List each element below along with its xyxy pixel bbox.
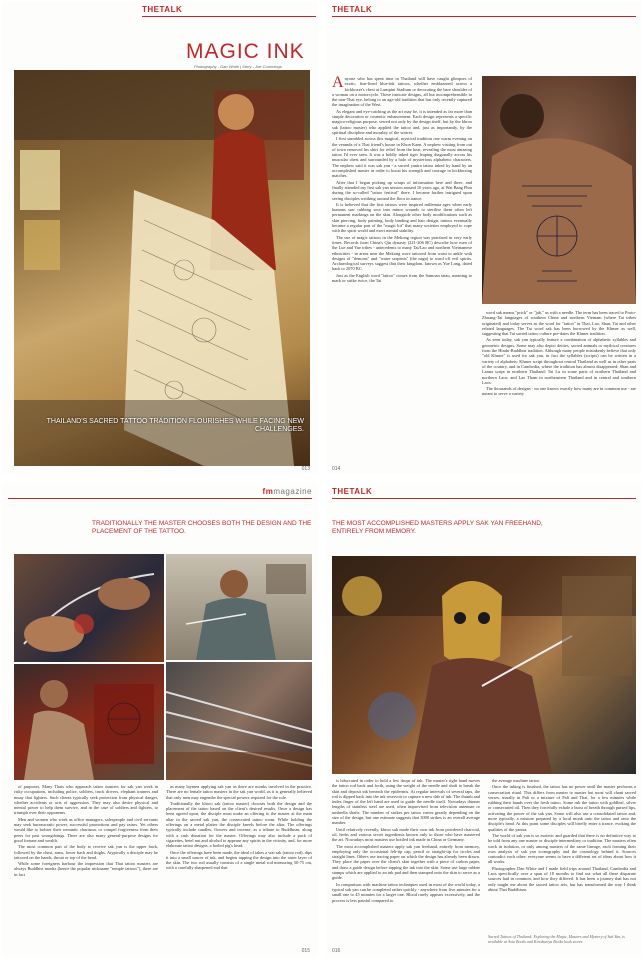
paragraph: Until relatively recently, khroo sak made their own ink from powdered charcoal, oil, herbs and various secret ingredients known only to those who have mastered the art. Nowadays most masters use bottled ink made in China or Germany. (332, 826, 480, 843)
tattoo-master-at-work-photo (166, 554, 312, 660)
paragraph: nyone who has spent time in Thailand will have caught glimpses of exotic, fine-lined blue-ink tattoos, whether emblazoned across a kickboxer's chest at Lumpini Stadium or decorating the bare shoulder of a woman on a motorcycle. These intricate designs, all but incomprehensible to the non-Thai eye, belong to an age-old tradition that has only recently captured the imagination of the West. (332, 76, 472, 108)
section-label: THETALK (332, 487, 373, 496)
page-013 (2, 2, 318, 474)
masked-master-illustration (332, 556, 636, 774)
paragraph: of purposes. Many Thais who approach tattoo masters for sak yan work in risky occupations, including police, soldiers, truck drivers, elephant trainers and muay thai fighters. Such clients typically seek protection from physical danger, whether accidents or acts of aggression. They may also desire physical and mental power to help them survive, and in the case of soldiers and fighters, to triumph over their opponents. (14, 784, 158, 816)
paragraph: as many laymen applying sak yan as there are monks involved in the practice. There are no female tattoo masters in the sak yan world, as it is generally believed that only men may engender the special powers required for the role. (166, 784, 312, 800)
paragraph: Just as the English word "tattoo" comes from the Samoan tatau, meaning to mark or strike twice, the Tai (332, 272, 472, 283)
monk-tattoo-photo (14, 70, 310, 466)
monk-scroll-illustration (14, 70, 310, 466)
article-column-2 (482, 310, 636, 470)
section-header (332, 5, 372, 14)
paragraph: word sak means "prick" or "jab," as with a needle. The term has been traced to Proto-Zhuang-Tai languages of southern China and northern Vietnam (where Tai tribes originated) and today serves as the word for "tattoo" in Thai, Lao, Shan, Tai and other related languages. The Tai word sak has been borrowed by the Khmer as well, suggesting that Tai sacred tattoo culture pre-dates the Khmer tradition. (482, 310, 636, 337)
article-column-1 (332, 778, 480, 952)
header-rule (332, 498, 636, 499)
page-number: 015 (301, 948, 310, 954)
paragraph: The use of magic tattoos in the Mekong region was practised in very early times. Records from China's Qin dynasty (221-206 BC) describe how men of the Lue and Yue tribes - antecedents to many Tai/Lao and northern Vietnamese ethnicities - in areas near the Mekong wore tattooed from waist to ankle with designs of "demons" and "water serpents" (the naga) to ward off evil spirits. Archaeological surveys suggest that their kingdom, known as Yue Lang, dated back to 2070 BC. (332, 234, 472, 272)
page-number: 013 (301, 466, 310, 472)
paragraph: The world of sak yan is so esoteric and guarded that there is no definitive way to be told from any one master or disciple intermediary or tradition. The masters often work in isolation, or only among masters of the same lineage, each forming their own analysis of sak yan iconography and the cosmology behind it. Sources contradict each other; everyone seems to have a different set of ideas about how it all works. (488, 832, 636, 865)
paragraph: I first stumbled across this magical, mystical tradition one warm evening on the veranda of a Thai friend's house in Khon Kaen. A nephew visiting from out of town removed his shirt for relief from the heat, revealing the most amazing tattoo I'd ever seen. It was a boldly inked tiger leaping diagonally across his muscular chest and surrounded by a halo of mysterious alphabetic characters. The nephew said it was sak yan - a sacred yantra tattoo inked by hand by an accomplished master in order to boost his strength and courage in kickboxing matches. (332, 136, 472, 179)
master-illustration (166, 554, 312, 660)
paragraph: The most common part of the body to receive sak yan is the upper back, followed by the chest, arms, lower back and thighs. Atypically a disciple may be tattooed on the hands, throat or top of the head. (14, 844, 158, 860)
tattoo-back-illustration (482, 76, 636, 304)
paragraph: After that I began picking up scraps of information here and there, and finally attended my first sak yan session around 16 years ago, at Wat Bang Phra during the so-called "tattoo festival" there. I became further intrigued upon seeing disciples writhing around the floor in trance. (332, 179, 472, 201)
disciple-tattoo-photo (14, 664, 164, 780)
header-rule (142, 16, 316, 17)
section-label: THETALK (332, 5, 373, 14)
paragraph: Men and women who work as office managers, salespeople and civil servants may seek bureaucratic power, successful promotions and pay raises. Yet others would like to bolster their romantic charisma, or compel forgiveness from their peers for past wrongdoings. There are also many general-purpose designs for good fortune and wealth. (14, 816, 158, 843)
article-column-2 (488, 778, 636, 932)
disciple-illustration (14, 664, 164, 780)
article-column-1 (332, 76, 472, 470)
article-column-1 (14, 784, 158, 952)
paragraph: The thousands of designs - no one knows exactly how many are in common use - are meant to serve a variety (482, 386, 636, 397)
byline: Photography - Dan White | Story - Joe Cummings (194, 64, 282, 69)
article-column-2 (166, 784, 312, 952)
paragraph: As elegant and eye-catching as the art may be, it is intended as far more than simple decoration or cosmetic enhancement. Each design represents a specific magico-religious purpose, sewed not only by the design itself, but by the khroo sak (tattoo master) who applied the tattoo and, just as importantly, by the spiritual discipline and morality of the wearer. (332, 108, 472, 135)
photo-caption: THAILAND'S SACRED TATTOO TRADITION FLOURISHES WHILE FACING NEW CHALLENGES. (46, 418, 304, 433)
rods-illustration (166, 662, 312, 780)
paragraph: the average machine tattoo. (492, 778, 541, 783)
article-title: MAGIC INK (186, 40, 305, 63)
page-016 (326, 484, 642, 956)
hands-illustration (14, 554, 164, 662)
page-number: 014 (332, 466, 341, 472)
paragraph: Photographer Dan White and I made field trips around Thailand, Cambodia and Laos specifically over a span of 18 months to find out what all these disparate sources had in common, and how they differed. It has been a journey that has not only taught me about the sacred tattoo arts, but has transformed the way I think about Thai Buddhism. (488, 865, 636, 892)
page-014 (326, 2, 642, 474)
paragraph: Traditionally the khroo sak (tattoo master) chooses both the design and the placement of the tattoo based on the client's desired results. Once a design has been agreed upon, the disciple must make an offering to the master at the main altar in the sacred sak yan, the consecrated tattoo room. While holding the offerings on a metal platter the disciple kneels before the altar. The offerings typically include candles, flowers and incense, as a tribute to Buddhism, along with a cash donation for the master. Offerings may also include a pack of cigarettes, betel nut and alcohol to appease any spirits in the vicinity, and, for more elaborate tattoo designs, a boiled pig's head. (166, 800, 312, 849)
paragraph: The most accomplished masters apply sak yan freehand, entirely from memory, employing only the occasional felt-tip cap, pencil or straight-tip for circles and straight lines. Others use tracing paper on which the design has already been drawn. They place the paper over the client's skin together with a piece of carbon paper, and draw a guide design before tapping the ink into the skin. Some use large rubber stamps which are applied to an ink pad and then stamped onto the skin to serve as a guide. (332, 843, 480, 881)
pull-quote: TRADITIONALLY THE MASTER CHOOSES BOTH THE DESIGN AND THE PLACEMENT OF THE TATTOO. (92, 520, 312, 535)
masked-master-photo (332, 556, 636, 774)
paragraph: In comparison with machine tattoo techniques used in most of the world today, a typical sak yan can be completed rather quickly - anywhere from five minutes for a small one to 45 minutes for a larger one. Blood rarely appears excessively, and the process is less painful compared to (332, 881, 480, 903)
paragraph: While some foreigners harbour the impression that Thai tattoo masters are always Buddhist monks (hence the popular nickname "temple tattoos"), there are in fact (14, 861, 158, 877)
tattooed-back-photo (482, 76, 636, 304)
section-label: THETALK (142, 5, 183, 14)
brand-name: magazine (273, 487, 312, 496)
page-number: 016 (332, 948, 341, 954)
page-015 (2, 484, 318, 956)
paragraph: is bifurcated in order to hold a few drops of ink. The master's right hand moves the tattoo rod back and forth, using the weight of the needle and shaft to break the skin and deposit ink beneath the epidermis. At regular intervals of several taps, the rod is dipped back into the ink reservoir to capture a new dab of ink. The thumb and index finger of the left hand are used to guide the needle itself. Nowadays thinner lengths of stainless steel are used, often improvised from television antennae or umbrella shafts. The number of strikes per tattoo varies greatly depending on the size of the design, but one estimate suggests that 3000 strikes is an overall average number. (332, 778, 480, 826)
pull-quote: THE MOST ACCOMPLISHED MASTERS APPLY SAK YAN FREEHAND, ENTIRELY FROM MEMORY. (332, 520, 543, 535)
brand-prefix: fm (262, 487, 274, 496)
drop-cap: A (332, 76, 344, 91)
header-rule (8, 498, 312, 499)
header-rule (332, 16, 636, 17)
magazine-header (263, 487, 312, 496)
paragraph: It is believed that the first tattoos were inspired millennia ages when early humans saw rubbing soot into minor wounds to sterilise them often left permanent markings on the skin. Alongside other body modifications such as skin piercing, body painting, body binding and hair design, tattoos eventually became a regular part of the "magic kit" that many societies employed to cope with the spirit world and exert mental stability. (332, 201, 472, 234)
paragraph: Once the offerings have been made, the ideal of takes a wai sak (tattoo rod), dips it into a small saucer of ink, and begins tapping the design into the outer layer of the skin. The two rod usually consists of a single metal rod measuring 50-75 cm, with a carefully sharpened end that (166, 849, 312, 871)
section-header (332, 487, 372, 496)
paragraph: Once the inking is finished, the tattoo has no power until the master performs a consecration ritual. This differs from master to master but most will chant sacred verses, usually in Pali or a mixture of Pali and Thai, for a few minutes while rubbing their hands over the fresh tattoo. Some rub the tattoo with goldleaf, silver or consecrated oil. Then they forcefully exhale a burst of breath through pursed lips, activating the power of the sak yan. Some will also use a consolidated tattoo and, more typically, a mixture prepared by a local monk onto the tattoo and onto the disciple's head. At this point some disciples will briefly enter a trance, evoking the qualities of the yantra. (488, 784, 636, 832)
book-credit: Sacred Tattoos of Thailand: Exploring the Magic, Masters and Mystery of Sak Yan, is available at Asia Books and Kinokuniya Books book stores. (488, 934, 625, 944)
paragraph: As seen today, sak yan typically feature a combination of alphabetic syllables and geometric designs. Some may also depict deities, sacred animals or mythical creatures from the Hindu-Buddhist tradition. Although many people mistakenly believe that only "old Khmer" is used for sak yan, in fact the syllables (scripts) can be written in a variety of alphabets: Khmer script throughout central Thailand as well as in other parts of the country, and in Cambodia, where the tradition has almost disappeared; Shan and Lanna script in northern Thailand; Tai Lu in some parts of northern Thailand and northern Laos; and Lao Tham in northeastern Thailand and in central and southern Laos. (482, 337, 636, 385)
tattoo-tool-closeup-photo (14, 554, 164, 662)
section-header (142, 5, 182, 14)
tattoo-rods-photo (166, 662, 312, 780)
